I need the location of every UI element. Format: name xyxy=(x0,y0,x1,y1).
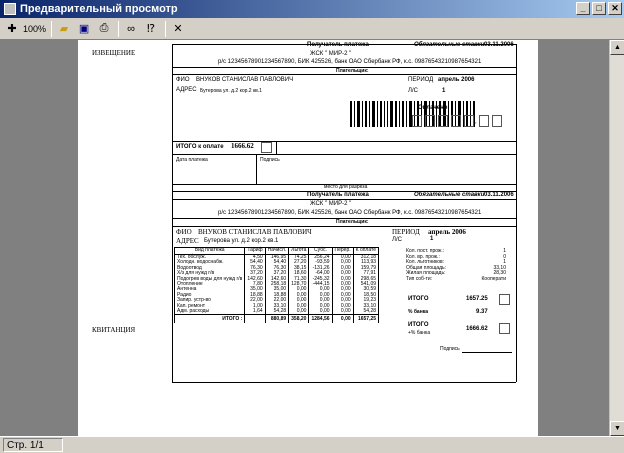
bank-pct-label: % банка xyxy=(408,309,429,315)
fee-cell: 0,00 xyxy=(332,282,353,287)
fee-cell: 0,00 xyxy=(309,298,332,303)
fio-value: ВНУКОВ СТАНИСЛАВ ПАВЛОВИЧ xyxy=(196,77,294,83)
fee-total-label: ИТОГО : xyxy=(175,315,245,323)
ls-value-2: 1 xyxy=(430,236,434,242)
fee-cell: 0,00 xyxy=(332,255,353,261)
side-info-label: Кол. вр. прож.: xyxy=(406,253,440,260)
fio-value-2: ВНУКОВ СТАНИСЛАВ ПАВЛОВИЧ xyxy=(198,228,312,236)
fee-cell: 18,88 xyxy=(265,293,289,298)
ls-value: 1 xyxy=(442,88,446,94)
fee-cell: 22,00 xyxy=(245,298,265,303)
fee-cell: 54,28 xyxy=(353,309,378,315)
fio-label: ФИО xyxy=(176,77,190,83)
fee-cell: Адм. расходы xyxy=(175,309,245,315)
fee-cell: 0,00 xyxy=(332,260,353,265)
side-info-value: 33,10 xyxy=(493,264,506,271)
fee-total-cell: 0,00 xyxy=(332,315,353,323)
zoom-level[interactable]: 100% xyxy=(23,23,47,34)
itogo-label: ИТОГО xyxy=(408,296,429,302)
fee-cell: 54,28 xyxy=(265,309,289,315)
fee-cell: 0,00 xyxy=(332,271,353,276)
address-label: АДРЕС xyxy=(176,87,197,93)
open-folder-icon[interactable]: ▰ xyxy=(59,23,69,35)
fee-cell: 76,30 xyxy=(265,266,289,271)
fee-total-cell: 1284,56 xyxy=(309,315,332,323)
side-info-value: 1 xyxy=(503,248,506,254)
fee-cell: 0,00 xyxy=(289,287,309,292)
address-value: Бутерова ул. д.2 кор.2 кв.1 xyxy=(200,88,262,94)
fee-cell: 159,79 xyxy=(353,266,378,271)
fee-header: Вид платежа xyxy=(175,248,245,255)
itogo2-label: ИТОГО xyxy=(408,322,429,328)
recipient-label: Получатель платежа xyxy=(307,42,369,48)
address-value-2: Бутерова ул. д.2 кор.2 кв.1 xyxy=(204,238,279,244)
recipient-label-2: Получатель платежа xyxy=(307,192,369,198)
fee-cell: Запир. устр-во xyxy=(175,298,245,303)
fee-cell: 30,59 xyxy=(353,287,378,292)
side-info-label: Кол. льготников: xyxy=(406,259,445,266)
fee-cell: Водоотвод xyxy=(175,266,245,271)
side-info-value: 0 xyxy=(503,253,506,260)
preview-viewport[interactable] xyxy=(0,40,624,436)
itogo-value: 1657.25 xyxy=(466,296,488,302)
fee-cell: -64,00 xyxy=(309,271,332,276)
fee-cell: 146,95 xyxy=(265,255,289,261)
fee-cell: 18,50 xyxy=(353,293,378,298)
fee-cell: Холодн. водоснабж. xyxy=(175,260,245,265)
fee-cell: 0,00 xyxy=(332,298,353,303)
fee-cell: 0,00 xyxy=(332,266,353,271)
maximize-button[interactable]: □ xyxy=(592,2,606,15)
fee-cell: 37,20 xyxy=(245,271,265,276)
fee-cell: 256,24 xyxy=(309,255,332,261)
fee-cell: Подогрев воды для нужд г/в xyxy=(175,277,245,282)
fee-cell: 35,00 xyxy=(245,287,265,292)
fee-cell: 1,64 xyxy=(245,309,265,315)
fee-cell: 142,60 xyxy=(265,277,289,282)
scroll-down-icon[interactable]: ▼ xyxy=(610,421,624,436)
payer-label: Плательщик: xyxy=(336,68,369,74)
org-name: ЖСК " МИР-2 " xyxy=(310,51,352,57)
fee-cell: 0,00 xyxy=(289,309,309,315)
izveshchenie-label: ИЗВЕЩЕНИЕ xyxy=(92,49,136,57)
side-info-label: Кол. пост. прож.: xyxy=(406,248,445,254)
fee-header: Перер. xyxy=(332,248,353,255)
fee-cell: 33,10 xyxy=(353,304,378,309)
fee-cell: Х/з для нужд г/в xyxy=(175,271,245,276)
fee-cell: 74,25 xyxy=(289,255,309,261)
itogo2-checkbox[interactable] xyxy=(499,323,510,334)
fee-cell: 128,70 xyxy=(289,282,309,287)
fee-cell: Радио xyxy=(175,293,245,298)
fee-cell: Тех. обслуж. xyxy=(175,255,245,261)
side-info xyxy=(406,249,506,283)
fee-total-cell: 358,20 xyxy=(289,315,309,323)
statusbar xyxy=(0,436,624,453)
fee-cell: 4,50 xyxy=(245,255,265,261)
side-info-row xyxy=(406,277,506,283)
fee-cell: -245,32 xyxy=(309,277,332,282)
side-info-label: Жилая площадь: xyxy=(406,270,446,277)
total-value: 1666.62 xyxy=(231,142,254,150)
fee-cell: 142,60 xyxy=(245,277,265,282)
fee-total-cell: 880,89 xyxy=(265,315,289,323)
fee-cell: 0,00 xyxy=(332,304,353,309)
cut-line-label: место для разреза xyxy=(324,184,368,190)
fee-header: Субс. xyxy=(309,248,332,255)
minimize-button[interactable]: _ xyxy=(576,2,590,15)
print-page: ИЗВЕЩЕНИЕ КВИТАНЦИЯ Получатель платежа Обязательные ставки 03.11.2006 ЖСК " МИР-2 " р/с 12345678901234567890, БИК 425526, банк ОАО Сбербанк РФ, к.с. 09876543210987654321 Плательщик: ФИО ВНУКОВ СТАНИСЛАВ ПАВЛОВИЧ ПЕРИОД апрель 2006 АДРЕС Бутерова ул. д.2 кор.2 кв.1 Л/С 1 Оплачено: , ИТОГО к оплате 1666.62 Дата платежа Подпись место для разреза Получатель платежа Обязательные ставки 03.11.2006 ЖСК " МИР-2 " р/с 12345678901234567890, БИК 425526, банк ОАО Сбербанк РФ, к.с. 09876543210987654321 Плательщик: ФИО ВНУКОВ СТАНИСЛАВ ПАВЛОВИЧ ПЕРИОД апрель 2006 АДРЕС Бутерова ул. д.2 кор.2 кв.1 Л/С 1 Вид платежа Тариф Начисл. Льгота Субс. Перер. К оплате Тех. обслуж. 4,50 146,95 74,25 256,24 0,00 312,18 Холодн. водоснабж. 54,40 54,40 27,20 -93,59 0,00 113,93 Водоотвод 76,30 76,30 38,15 -131,26 0,00 159,79 Х/з для нужд г/в 37,20 37,20 18,60 -64,00 0,00 77,91 Подогрев воды для нужд г/в 142,60 142,60 71,30 -245,32 0,00 298,65 Отопление 7,80 258,18 128,70 -444,15 0,00 541,09 Антенна 35,00 35,00 0,00 0,00 0,00 30,59 Радио 18,88 18,88 0,00 0,00 0,00 18,50 Запир. устр-во 22,00 22,00 0,00 0,00 0,00 19,23 Кап. ремонт 1,00 33,10 0,00 0,00 0,00 33,10 Адм. расходы 1,64 54,28 0,00 0,00 0,00 54,28 ИТОГО : 880,89 358,20 1284,56 0,00 1657,25 Кол. пост. прож.: 1 Кол. вр. прож.: 0 Кол. льготников: 1 Общая площадь: 33,10 Жилая площадь: 28,30 Тип соб-ти: Кооперати ИТОГО 1657.25 % банка 9.37 ИТОГО +% банка 1666.62 Подпись xyxy=(78,40,538,436)
receipt-date-2: 03.11.2006 xyxy=(484,192,514,198)
fee-cell: 1,00 xyxy=(245,304,265,309)
window-title: Предварительный просмотр xyxy=(20,3,178,15)
fio-label-2: ФИО xyxy=(176,228,192,236)
total-checkbox[interactable] xyxy=(261,142,272,153)
ls-label: Л/С xyxy=(408,88,418,94)
fee-total-row xyxy=(175,315,379,323)
paid-label: Оплачено: xyxy=(418,105,450,111)
bank-pct-value: 9.37 xyxy=(476,309,488,315)
toolbar xyxy=(0,18,624,40)
fee-cell: 37,20 xyxy=(265,271,289,276)
help-icon[interactable]: ⁉ xyxy=(147,23,156,35)
fee-cell: 0,00 xyxy=(332,277,353,282)
fee-cell: 35,00 xyxy=(265,287,289,292)
fee-cell: 27,20 xyxy=(289,260,309,265)
fee-cell: -444,15 xyxy=(309,282,332,287)
fee-cell: 0,00 xyxy=(309,287,332,292)
fee-cell: 38,15 xyxy=(289,266,309,271)
bank-details: р/с 12345678901234567890, БИК 425526, банк ОАО Сбербанк РФ, к.с. 09876543210987654321 xyxy=(218,59,482,65)
itogo-checkbox[interactable] xyxy=(499,294,510,305)
payer-label-2: Плательщик: xyxy=(336,219,369,225)
mandatory-label-2: Обязательные ставки xyxy=(414,192,485,198)
org-name-2: ЖСК " МИР-2 " xyxy=(310,201,352,207)
fees-table xyxy=(174,247,379,323)
fee-cell: 22,00 xyxy=(265,298,289,303)
vertical-scrollbar[interactable] xyxy=(609,40,624,436)
mandatory-label: Обязательные ставки xyxy=(414,42,485,48)
fee-cell: 18,60 xyxy=(289,271,309,276)
scroll-up-icon[interactable]: ▲ xyxy=(610,40,624,55)
fee-cell: 33,10 xyxy=(265,304,289,309)
fee-cell: 0,00 xyxy=(309,293,332,298)
fee-cell: 7,80 xyxy=(245,282,265,287)
fee-cell: 71,30 xyxy=(289,277,309,282)
bank-details-2: р/с 12345678901234567890, БИК 425526, банк ОАО Сбербанк РФ, к.с. 09876543210987654321 xyxy=(218,210,482,216)
side-info-value: 28,30 xyxy=(493,270,506,277)
fee-cell: 298,65 xyxy=(353,277,378,282)
fee-cell: 0,00 xyxy=(332,293,353,298)
side-info-value: Кооперати xyxy=(481,275,506,282)
page-indicator: Стр. 1/1 xyxy=(3,438,63,452)
period-label: ПЕРИОД xyxy=(408,77,434,83)
plus-bank-label: +% банка xyxy=(408,330,431,336)
app-icon xyxy=(4,3,16,15)
fee-cell: Кап. ремонт xyxy=(175,304,245,309)
close-preview-icon[interactable]: ✕ xyxy=(173,23,183,35)
close-window-button[interactable]: ✕ xyxy=(608,2,622,15)
fee-cell: 54,40 xyxy=(265,260,289,265)
fee-cell: 0,00 xyxy=(289,293,309,298)
fee-cell: -131,26 xyxy=(309,266,332,271)
fee-cell: 0,00 xyxy=(309,304,332,309)
window-titlebar xyxy=(0,0,624,18)
fee-cell: 77,91 xyxy=(353,271,378,276)
side-info-label: Общая площадь: xyxy=(406,264,447,271)
period-value: апрель 2006 xyxy=(438,77,475,83)
side-sign-label: Подпись xyxy=(440,346,460,352)
fee-cell: 54,40 xyxy=(245,260,265,265)
fee-cell: 0,00 xyxy=(289,298,309,303)
fee-header: К оплате xyxy=(353,248,378,255)
fee-header: Тариф xyxy=(245,248,265,255)
fee-cell: 0,00 xyxy=(289,304,309,309)
fee-cell: 541,09 xyxy=(353,282,378,287)
fee-header: Льгота xyxy=(289,248,309,255)
zoom-in-icon[interactable]: ✚ xyxy=(7,23,17,35)
fee-cell: 18,88 xyxy=(245,293,265,298)
fee-cell: 19,23 xyxy=(353,298,378,303)
side-info-value: 1 xyxy=(503,259,506,266)
fee-cell: 0,00 xyxy=(332,309,353,315)
fee-cell: Антенна xyxy=(175,287,245,292)
payment-date-label: Дата платежа xyxy=(176,157,208,163)
fee-header: Начисл. xyxy=(265,248,289,255)
fee-cell: 258,18 xyxy=(265,282,289,287)
period-value-2: апрель 2006 xyxy=(428,228,466,236)
fee-cell: 312,18 xyxy=(353,255,378,261)
address-label-2: АДРЕС xyxy=(176,237,199,245)
fee-cell: Отопление xyxy=(175,282,245,287)
signature-label: Подпись xyxy=(260,157,280,163)
itogo2-value: 1666.62 xyxy=(466,326,488,332)
print-icon[interactable]: ⎙ xyxy=(99,22,109,34)
ls-label-2: Л/С xyxy=(392,237,402,243)
fee-total-cell: 1657,25 xyxy=(353,315,378,323)
fee-cell: -93,59 xyxy=(309,260,332,265)
kvitanciya-label: КВИТАНЦИЯ xyxy=(92,326,136,334)
find-binoculars-icon[interactable]: ∞ xyxy=(127,22,135,35)
receipt-date: 03.11.2006 xyxy=(484,42,514,48)
fee-cell: 113,93 xyxy=(353,260,378,265)
fee-cell: 0,00 xyxy=(309,309,332,315)
fee-cell: 0,00 xyxy=(332,287,353,292)
fee-row xyxy=(175,309,379,315)
save-icon[interactable]: ▣ xyxy=(78,23,90,35)
side-info-label: Тип соб-ти: xyxy=(406,275,433,282)
fee-cell: 76,30 xyxy=(245,266,265,271)
total-label: ИТОГО к оплате xyxy=(176,144,224,150)
period-label-2: ПЕРИОД xyxy=(392,228,420,236)
